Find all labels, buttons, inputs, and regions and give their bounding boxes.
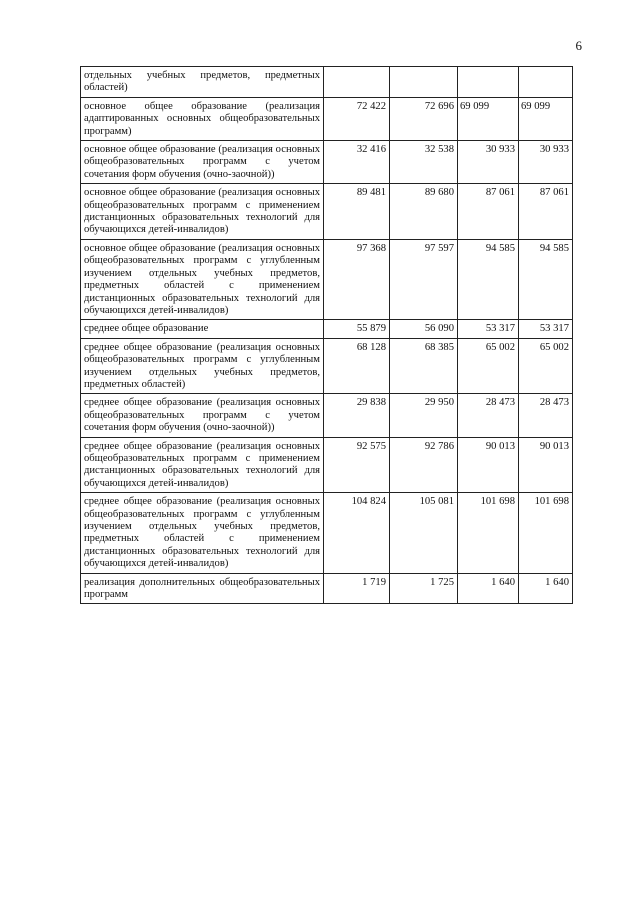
value-cell: 65 002 [458,338,519,394]
table-row [81,141,573,184]
value-cell: 72 696 [390,97,458,140]
table-row [81,573,573,604]
value-cell: 104 824 [324,493,390,573]
row-label: основное общее образование (реализация адаптированных основных общеобразовательных программ) [81,97,324,140]
table-row [81,437,573,493]
row-label: основное общее образование (реализация основных общеобразовательных программ с применением дистанционных образовательных технологий для обучающихся детей-инвалидов) [81,184,324,240]
table-row [81,67,573,98]
value-cell: 68 128 [324,338,390,394]
table-row [81,493,573,573]
value-cell: 69 099 [458,97,519,140]
value-cell: 68 385 [390,338,458,394]
value-cell: 69 099 [519,97,573,140]
page-number: 6 [575,38,582,53]
value-cell: 97 368 [324,239,390,319]
value-cell: 94 585 [519,239,573,319]
row-label: среднее общее образование (реализация основных общеобразовательных программ с углубленным изучением отдельных учебных предметов, предметных областей с применением дистанционных образовательных технологий для обучающихся детей-инвалидов) [81,493,324,573]
value-cell: 32 416 [324,141,390,184]
table-row [81,394,573,437]
value-cell: 89 680 [390,184,458,240]
row-label: среднее общее образование [81,320,324,338]
value-cell: 90 013 [458,437,519,493]
value-cell: 90 013 [519,437,573,493]
value-cell: 101 698 [519,493,573,573]
value-cell [519,67,573,98]
row-label: основное общее образование (реализация основных общеобразовательных программ с учетом сочетания форм обучения (очно-заочной)) [81,141,324,184]
value-cell: 30 933 [519,141,573,184]
value-cell [458,67,519,98]
value-cell: 87 061 [519,184,573,240]
row-label: отдельных учебных предметов, предметных областей) [81,67,324,98]
table-row [81,184,573,240]
value-cell: 30 933 [458,141,519,184]
value-cell: 32 538 [390,141,458,184]
value-cell: 65 002 [519,338,573,394]
value-cell: 1 640 [519,573,573,604]
value-cell: 1 640 [458,573,519,604]
value-cell: 28 473 [458,394,519,437]
value-cell: 53 317 [458,320,519,338]
value-cell: 105 081 [390,493,458,573]
value-cell: 55 879 [324,320,390,338]
table-row [81,320,573,338]
value-cell: 29 838 [324,394,390,437]
value-cell: 92 786 [390,437,458,493]
row-label: основное общее образование (реализация основных общеобразовательных программ с углубленным изучением отдельных учебных предметов, предметных областей с применением дистанционных образовательных технологий для обучающихся детей-инвалидов) [81,239,324,319]
value-cell: 1 719 [324,573,390,604]
value-cell: 28 473 [519,394,573,437]
value-cell: 53 317 [519,320,573,338]
row-label: среднее общее образование (реализация основных общеобразовательных программ с применением дистанционных образовательных технологий для обучающихся детей-инвалидов) [81,437,324,493]
table-row [81,97,573,140]
table-row [81,338,573,394]
value-cell: 92 575 [324,437,390,493]
row-label: среднее общее образование (реализация основных общеобразовательных программ с углубленным изучением отдельных учебных предметов, предметных областей) [81,338,324,394]
value-cell [324,67,390,98]
value-cell: 89 481 [324,184,390,240]
value-cell: 72 422 [324,97,390,140]
cost-table [80,66,573,604]
value-cell [390,67,458,98]
value-cell: 56 090 [390,320,458,338]
value-cell: 94 585 [458,239,519,319]
value-cell: 101 698 [458,493,519,573]
table-row [81,239,573,319]
value-cell: 97 597 [390,239,458,319]
row-label: реализация дополнительных общеобразовательных программ [81,573,324,604]
row-label: среднее общее образование (реализация основных общеобразовательных программ с учетом сочетания форм обучения (очно-заочной)) [81,394,324,437]
value-cell: 1 725 [390,573,458,604]
value-cell: 87 061 [458,184,519,240]
value-cell: 29 950 [390,394,458,437]
